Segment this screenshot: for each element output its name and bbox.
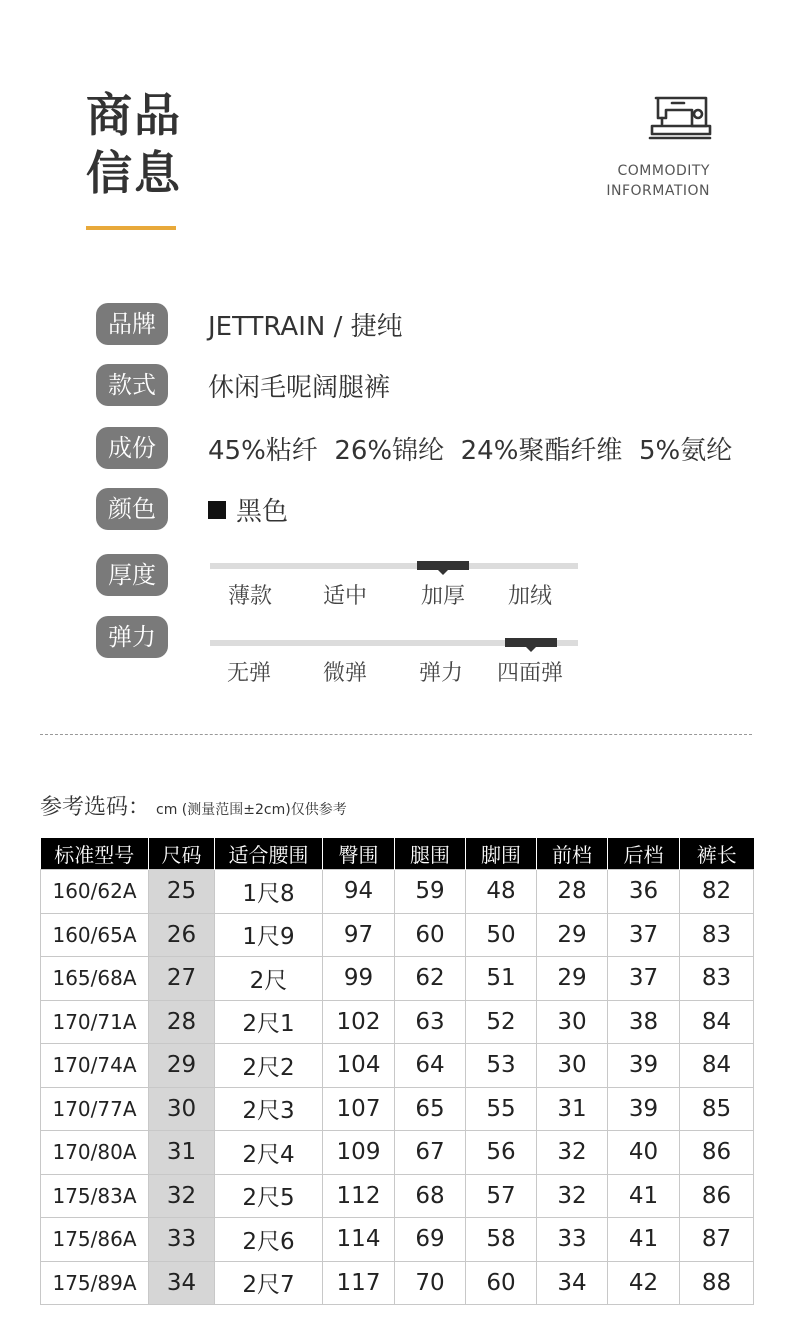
page-title: [86, 86, 182, 202]
header-standard-model: 标准型号: [41, 838, 149, 870]
cell-hem: 58: [466, 1218, 537, 1262]
table-row: [41, 913, 754, 957]
cell-standard-model: 175/83A: [41, 1174, 149, 1218]
elasticity-option-1: 无弹: [226, 661, 271, 686]
sewing-machine-icon: [648, 92, 712, 144]
cell-thigh: 60: [395, 913, 466, 957]
cell-length: 83: [680, 957, 754, 1001]
composition-row: [96, 426, 733, 470]
cell-back-rise: 37: [608, 913, 680, 957]
cell-length: 84: [680, 1044, 754, 1088]
cell-waist: 2尺5: [215, 1174, 323, 1218]
english-title-line-1: COMMODITY: [617, 163, 710, 179]
cell-hip: 104: [323, 1044, 395, 1088]
cell-standard-model: 160/65A: [41, 913, 149, 957]
style-tag: 款式: [96, 364, 168, 406]
cell-back-rise: 38: [608, 1000, 680, 1044]
cell-thigh: 59: [395, 870, 466, 914]
cell-waist: 2尺7: [215, 1261, 323, 1305]
cell-back-rise: 42: [608, 1261, 680, 1305]
cell-back-rise: 41: [608, 1218, 680, 1262]
reference-note: cm (测量范围±2cm)仅供参考: [156, 802, 347, 818]
title-line-2: 信息: [86, 146, 182, 200]
cell-size: 34: [149, 1261, 215, 1305]
cell-front-rise: 29: [537, 957, 608, 1001]
thickness-option-1: 薄款: [227, 584, 272, 609]
cell-hip: 114: [323, 1218, 395, 1262]
cell-thigh: 70: [395, 1261, 466, 1305]
elasticity-option-3: 弹力: [418, 661, 463, 686]
elasticity-tag: 弹力: [96, 616, 168, 658]
cell-standard-model: 175/86A: [41, 1218, 149, 1262]
style-row: [96, 363, 391, 407]
table-row: [41, 1000, 754, 1044]
color-tag: 颜色: [96, 488, 168, 530]
header-waist: 适合腰围: [215, 838, 323, 870]
size-table: [40, 838, 754, 1305]
cell-hem: 57: [466, 1174, 537, 1218]
thickness-tag: 厚度: [96, 554, 168, 596]
cell-length: 82: [680, 870, 754, 914]
color-value-group: [208, 491, 288, 528]
header-thigh: 腿围: [395, 838, 466, 870]
cell-hip: 99: [323, 957, 395, 1001]
cell-standard-model: 170/80A: [41, 1131, 149, 1175]
cell-front-rise: 32: [537, 1131, 608, 1175]
color-row: [96, 487, 289, 531]
cell-waist: 2尺2: [215, 1044, 323, 1088]
header-hip: 臀围: [323, 838, 395, 870]
cell-thigh: 67: [395, 1131, 466, 1175]
cell-waist: 2尺1: [215, 1000, 323, 1044]
table-row: [41, 1261, 754, 1305]
table-row: [41, 1087, 754, 1131]
cell-hip: 117: [323, 1261, 395, 1305]
title-line-1: 商品: [86, 88, 182, 142]
cell-length: 83: [680, 913, 754, 957]
cell-size: 32: [149, 1174, 215, 1218]
brand-value: JETTRAIN / 捷纯: [208, 311, 403, 342]
cell-thigh: 64: [395, 1044, 466, 1088]
dashed-divider: [40, 734, 752, 735]
cell-size: 27: [149, 957, 215, 1001]
thickness-option-2: 适中: [322, 584, 367, 609]
cell-front-rise: 33: [537, 1218, 608, 1262]
elasticity-option-4: 四面弹: [496, 661, 563, 686]
cell-size: 30: [149, 1087, 215, 1131]
cell-front-rise: 31: [537, 1087, 608, 1131]
cell-standard-model: 170/77A: [41, 1087, 149, 1131]
table-row: [41, 1131, 754, 1175]
cell-size: 33: [149, 1218, 215, 1262]
cell-standard-model: 170/74A: [41, 1044, 149, 1088]
cell-hip: 102: [323, 1000, 395, 1044]
cell-hem: 53: [466, 1044, 537, 1088]
cell-hem: 55: [466, 1087, 537, 1131]
cell-waist: 1尺8: [215, 870, 323, 914]
cell-hem: 52: [466, 1000, 537, 1044]
cell-thigh: 69: [395, 1218, 466, 1262]
cell-hip: 112: [323, 1174, 395, 1218]
english-title: [606, 161, 710, 201]
cell-size: 26: [149, 913, 215, 957]
size-table-header: [41, 838, 754, 870]
cell-size: 31: [149, 1131, 215, 1175]
table-row: [41, 1174, 754, 1218]
brand-tag: 品牌: [96, 303, 168, 345]
cell-size: 28: [149, 1000, 215, 1044]
color-swatch: [208, 501, 226, 519]
cell-back-rise: 39: [608, 1044, 680, 1088]
cell-size: 29: [149, 1044, 215, 1088]
cell-back-rise: 40: [608, 1131, 680, 1175]
cell-back-rise: 37: [608, 957, 680, 1001]
header-size: 尺码: [149, 838, 215, 870]
cell-length: 86: [680, 1131, 754, 1175]
cell-hem: 60: [466, 1261, 537, 1305]
cell-thigh: 63: [395, 1000, 466, 1044]
thickness-option-4: 加绒: [507, 584, 552, 609]
cell-front-rise: 28: [537, 870, 608, 914]
cell-standard-model: 160/62A: [41, 870, 149, 914]
cell-waist: 2尺3: [215, 1087, 323, 1131]
cell-hip: 97: [323, 913, 395, 957]
header-front-rise: 前档: [537, 838, 608, 870]
cell-hem: 51: [466, 957, 537, 1001]
cell-back-rise: 41: [608, 1174, 680, 1218]
cell-waist: 2尺6: [215, 1218, 323, 1262]
table-row: [41, 1044, 754, 1088]
elasticity-row: [96, 615, 168, 659]
cell-standard-model: 165/68A: [41, 957, 149, 1001]
elasticity-option-2: 微弹: [322, 661, 367, 686]
cell-front-rise: 30: [537, 1000, 608, 1044]
cell-length: 84: [680, 1000, 754, 1044]
cell-hip: 109: [323, 1131, 395, 1175]
cell-thigh: 65: [395, 1087, 466, 1131]
header-back-rise: 后档: [608, 838, 680, 870]
style-value: 休闲毛呢阔腿裤: [208, 372, 391, 403]
cell-thigh: 62: [395, 957, 466, 1001]
thickness-track: [210, 563, 578, 569]
header-length: 裤长: [680, 838, 754, 870]
thickness-marker: [417, 561, 469, 570]
cell-front-rise: 32: [537, 1174, 608, 1218]
cell-hip: 94: [323, 870, 395, 914]
cell-length: 87: [680, 1218, 754, 1262]
cell-waist: 2尺: [215, 957, 323, 1001]
thickness-option-3: 加厚: [420, 584, 465, 609]
table-row: [41, 1218, 754, 1262]
cell-length: 88: [680, 1261, 754, 1305]
title-accent-bar: [86, 226, 176, 230]
cell-back-rise: 39: [608, 1087, 680, 1131]
cell-standard-model: 170/71A: [41, 1000, 149, 1044]
cell-front-rise: 34: [537, 1261, 608, 1305]
cell-thigh: 68: [395, 1174, 466, 1218]
cell-front-rise: 29: [537, 913, 608, 957]
cell-length: 86: [680, 1174, 754, 1218]
cell-waist: 1尺9: [215, 913, 323, 957]
cell-hip: 107: [323, 1087, 395, 1131]
table-row: [41, 957, 754, 1001]
english-title-line-2: INFORMATION: [606, 183, 710, 199]
cell-front-rise: 30: [537, 1044, 608, 1088]
cell-length: 85: [680, 1087, 754, 1131]
reference-title: 参考选码：: [40, 795, 151, 820]
header-hem: 脚围: [466, 838, 537, 870]
cell-size: 25: [149, 870, 215, 914]
cell-back-rise: 36: [608, 870, 680, 914]
color-value: 黑色: [236, 496, 289, 527]
reference-heading: [40, 790, 347, 821]
cell-hem: 50: [466, 913, 537, 957]
table-row: [41, 870, 754, 914]
thickness-row: [96, 553, 168, 597]
elasticity-marker: [505, 638, 557, 647]
cell-hem: 48: [466, 870, 537, 914]
cell-standard-model: 175/89A: [41, 1261, 149, 1305]
cell-hem: 56: [466, 1131, 537, 1175]
composition-value: 45%粘纤 26%锦纶 24%聚酯纤维 5%氨纶: [208, 435, 733, 466]
brand-row: [96, 302, 403, 346]
composition-tag: 成份: [96, 427, 168, 469]
cell-waist: 2尺4: [215, 1131, 323, 1175]
